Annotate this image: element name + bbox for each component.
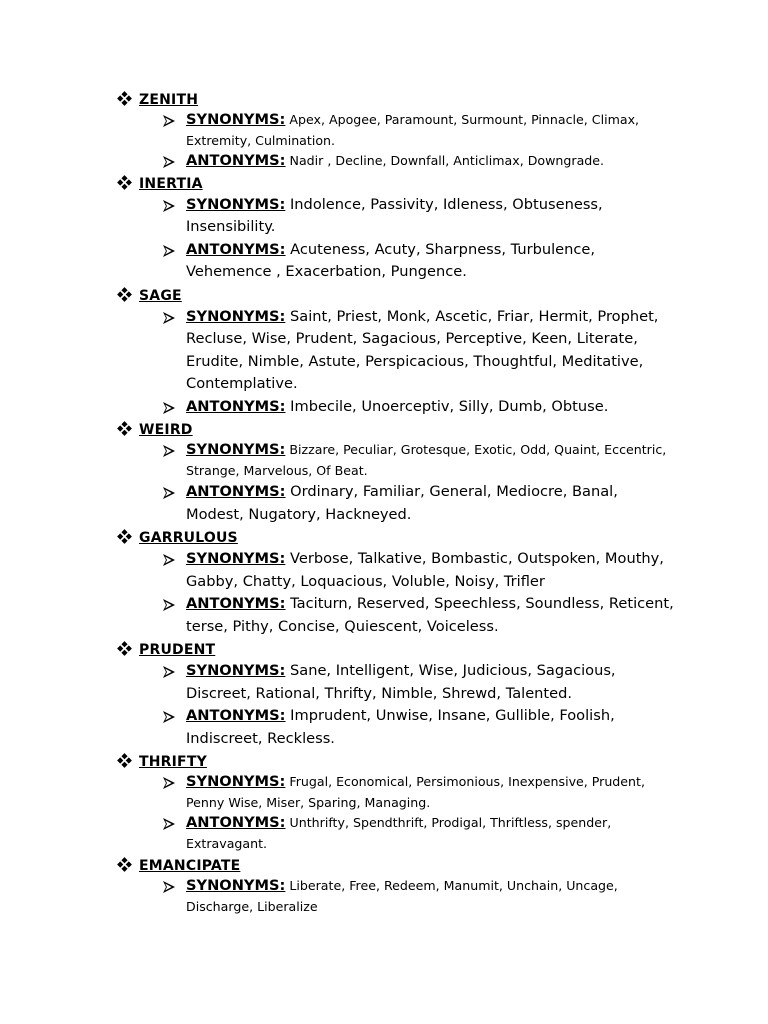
arrowhead-bullet-icon: [162, 155, 176, 169]
word-block: [0, 854, 768, 917]
synonyms-entry: [0, 194, 768, 239]
synonyms-entry: [0, 440, 768, 481]
entry-text: Indolence, Passivity, Idleness, Obtuseness, Insensibility.: [186, 195, 603, 235]
entry-text: Ordinary, Familiar, General, Mediocre, Banal, Modest, Nugatory, Hackneyed.: [186, 483, 618, 523]
entry-text: Bizzare, Peculiar, Grotesque, Exotic, Odd, Quaint, Eccentric, Strange, Marvelous, Of Beat.: [186, 442, 667, 478]
entry-label: SYNONYMS:: [186, 550, 286, 567]
entry-label: SYNONYMS:: [186, 111, 286, 128]
word-title: INERTIA: [139, 175, 203, 192]
entry-label: SYNONYMS:: [186, 441, 286, 458]
arrowhead-bullet-icon: [162, 553, 176, 567]
word-block: [0, 526, 768, 638]
antonyms-entry: [0, 705, 768, 750]
arrowhead-bullet-icon: [162, 880, 176, 894]
word-title: ZENITH: [139, 92, 199, 108]
arrowhead-bullet-icon: [162, 401, 176, 415]
entry-label: ANTONYMS:: [186, 814, 286, 831]
arrowhead-bullet-icon: [162, 199, 176, 213]
entry-label: ANTONYMS:: [186, 240, 286, 258]
diamond-bullet-icon: [117, 857, 132, 872]
entry-label: ANTONYMS:: [186, 707, 286, 724]
arrowhead-bullet-icon: [162, 244, 176, 258]
arrowhead-bullet-icon: [162, 311, 176, 325]
synonyms-entry: [0, 548, 768, 593]
entry-text: Imbecile, Unoerceptiv, Silly, Dumb, Obtuse.: [290, 397, 609, 415]
antonyms-entry: [0, 593, 768, 638]
word-heading: [0, 284, 768, 306]
word-heading: [0, 854, 768, 876]
entry-text: Taciturn, Reserved, Speechless, Soundless, Reticent, terse, Pithy, Concise, Quiescent, Voiceless.: [186, 595, 674, 635]
word-title: EMANCIPATE: [139, 858, 241, 874]
antonyms-entry: [0, 151, 768, 172]
word-block: [0, 750, 768, 854]
entry-text: Sane, Intelligent, Wise, Judicious, Sagacious, Discreet, Rational, Thrifty, Nimble, Shrewd, Talented.: [186, 662, 616, 702]
word-block: [0, 284, 768, 419]
synonyms-entry: [0, 306, 768, 396]
entry-label: ANTONYMS:: [186, 152, 286, 169]
arrowhead-bullet-icon: [162, 710, 176, 724]
word-title: GARRULOUS: [139, 530, 238, 546]
synonyms-entry: [0, 110, 768, 151]
entry-text: Saint, Priest, Monk, Ascetic, Friar, Hermit, Prophet, Recluse, Wise, Prudent, Sagacious, Perceptive, Keen, Literate, Erudite, Nimble, Astute, Perspicacious, Thoughtful, Meditative, Contemplative.: [186, 307, 659, 392]
entry-label: SYNONYMS:: [186, 662, 286, 679]
entry-text: Apex, Apogee, Paramount, Surmount, Pinnacle, Climax, Extremity, Culmination.: [186, 112, 640, 148]
entry-text: Frugal, Economical, Persimonious, Inexpensive, Prudent, Penny Wise, Miser, Sparing, Managing.: [186, 774, 645, 810]
word-block: [0, 638, 768, 750]
word-heading: [0, 418, 768, 440]
diamond-bullet-icon: [117, 529, 132, 544]
arrowhead-bullet-icon: [162, 665, 176, 679]
synonyms-entry: [0, 660, 768, 705]
vocabulary-document: [0, 88, 768, 917]
word-title: THRIFTY: [139, 754, 207, 770]
entry-label: SYNONYMS:: [186, 195, 286, 213]
arrowhead-bullet-icon: [162, 486, 176, 500]
antonyms-entry: [0, 239, 768, 284]
word-title: WEIRD: [139, 422, 193, 438]
word-block: [0, 88, 768, 172]
diamond-bullet-icon: [117, 175, 132, 190]
entry-text: Nadir , Decline, Downfall, Anticlimax, Downgrade.: [289, 153, 605, 168]
word-heading: [0, 526, 768, 548]
word-block: [0, 418, 768, 526]
entry-label: ANTONYMS:: [186, 483, 286, 500]
word-title: SAGE: [139, 287, 182, 304]
word-heading: [0, 638, 768, 660]
word-heading: [0, 172, 768, 194]
diamond-bullet-icon: [117, 641, 132, 656]
arrowhead-bullet-icon: [162, 817, 176, 831]
arrowhead-bullet-icon: [162, 114, 176, 128]
arrowhead-bullet-icon: [162, 444, 176, 458]
diamond-bullet-icon: [117, 753, 132, 768]
entry-label: SYNONYMS:: [186, 307, 286, 325]
antonyms-entry: [0, 813, 768, 854]
entry-label: SYNONYMS:: [186, 877, 286, 894]
diamond-bullet-icon: [117, 287, 132, 302]
entry-text: Liberate, Free, Redeem, Manumit, Unchain, Uncage, Discharge, Liberalize: [186, 878, 618, 914]
diamond-bullet-icon: [117, 91, 132, 106]
entry-text: Unthrifty, Spendthrift, Prodigal, Thriftless, spender, Extravagant.: [186, 815, 612, 851]
diamond-bullet-icon: [117, 421, 132, 436]
entry-text: Verbose, Talkative, Bombastic, Outspoken, Mouthy, Gabby, Chatty, Loquacious, Voluble, Noisy, Trifler: [186, 550, 664, 590]
antonyms-entry: [0, 481, 768, 526]
entry-label: ANTONYMS:: [186, 595, 286, 612]
entry-text: Imprudent, Unwise, Insane, Gullible, Foolish, Indiscreet, Reckless.: [186, 707, 615, 747]
entry-text: Acuteness, Acuty, Sharpness, Turbulence, Vehemence , Exacerbation, Pungence.: [186, 240, 596, 280]
entry-label: ANTONYMS:: [186, 397, 286, 415]
synonyms-entry: [0, 876, 768, 917]
arrowhead-bullet-icon: [162, 776, 176, 790]
synonyms-entry: [0, 772, 768, 813]
word-block: [0, 172, 768, 284]
word-heading: [0, 750, 768, 772]
arrowhead-bullet-icon: [162, 598, 176, 612]
entry-label: SYNONYMS:: [186, 773, 286, 790]
antonyms-entry: [0, 396, 768, 419]
word-heading: [0, 88, 768, 110]
word-title: PRUDENT: [139, 642, 216, 658]
